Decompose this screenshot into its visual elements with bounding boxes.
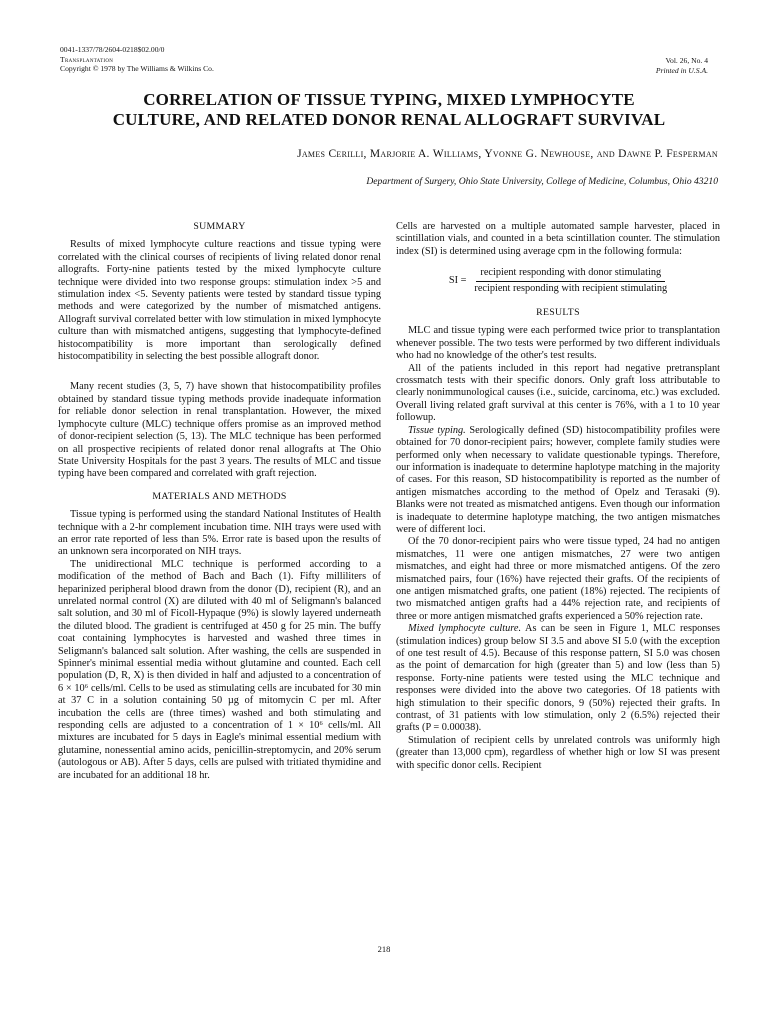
formula-lhs: SI =	[448, 274, 467, 286]
running-header-right	[656, 56, 708, 75]
formula-denominator: recipient responding with recipient stimulating	[474, 282, 668, 294]
tissue-typing-label: Tissue typing.	[408, 424, 466, 436]
summary-heading: SUMMARY	[193, 221, 246, 232]
results-paragraph-1: MLC and tissue typing were each performed twice prior to transplantation whenever possible. The two tests were performed by two different individuals who had no knowledge of the other's test results.	[396, 325, 720, 362]
copyright-line: Copyright © 1978 by The Williams & Wilkins Co.	[60, 64, 214, 74]
mlc-text: As can be seen in Figure 1, MLC responses (stimulation indices) group below SI 3.5 and above SI 5.0 (with the exception of one test result of 4.5). Because of this response pattern, SI 5.0 was chosen as the point of demarcation for high (greater than 5) and low (less than 5) response. Forty-nine patients were tested using the MLC technique and responses were divided into the above two categories. Of 18 patients with high stimulation to their specific donors, 9 (50%) rejected their grafts. In contrast, of 31 patients with low stimulation, only 2 (6.5%) rejected their grafts (P = 0.00038).	[396, 623, 721, 734]
tissue-typing-paragraph	[396, 425, 720, 537]
volume-issue: Vol. 26, No. 4	[665, 56, 708, 65]
formula-fraction	[474, 267, 667, 295]
harvest-paragraph: Cells are harvested on a multiple automated sample harvester, placed in scintillation vials, and counted in a beta scintillation counter. The stimulation index (SI) is determined using average cpm in the following formula:	[396, 221, 720, 257]
results-paragraph-4: Stimulation of recipient cells by unrelated controls was uniformly high (greater than 13,000 cpm), regardless of whether high or low SI was present with specific donor cells. Recipient	[396, 734, 720, 771]
mlc-label: Mixed lymphocyte culture.	[408, 623, 522, 635]
title-line-1: CORRELATION OF TISSUE TYPING, MIXED LYMPHOCYTE	[143, 90, 635, 109]
formula-numerator: recipient responding with donor stimulating	[476, 267, 665, 281]
printed-in: Printed in U.S.A.	[655, 65, 708, 75]
results-paragraph-2: All of the patients included in this report had negative pretransplant crossmatch tests with their specific donors. Only graft loss attributable to clearly nonimmunological causes (i.e., suicide, carcinoma, etc.) was excluded. Overall living related graft survival at this center is 76%, with a 1 to 10 year followup.	[396, 362, 720, 424]
page-number: 218	[377, 944, 391, 954]
summary-paragraph: Results of mixed lymphocyte culture reactions and tissue typing were correlated with the clinical courses of recipients of living related donor renal allografts. Forty-nine patients tested by the mixed lymphocyte culture technique were divided into two response groups: stimulation index >5 and stimulation index <5. Seventy patients were tested by standard tissue typing methods and were categorized by the number of mismatched antigens. Allograft survival correlated better with low stimulation in mixed lymphocyte culture than with mismatched antigens, suggesting that lymphocyte-defined histocompatibility is more important than serologically defined histocompatibility in selecting the best possible allograft donor.	[58, 239, 381, 363]
mlc-paragraph	[396, 623, 720, 735]
results-paragraph-3: Of the 70 donor-recipient pairs who were tissue typed, 24 had no antigen mismatches, 11 were one antigen mismatches, 27 were two antigen mismatches, and eight had three or more mismatched antigens. Of the zero mismatched pairs, four (16%) have rejected their grafts. Of the recipients of one antigen mismatched grafts, one patient (18%) rejected. The recipients of two mismatched antigen grafts had a 44% rejection rate, and recipients of three or more antigen mismatched grafts experienced a 50% rejection rate.	[396, 536, 720, 622]
intro-paragraph: Many recent studies (3, 5, 7) have shown that histocompatibility profiles obtained by standard tissue typing methods provide inadequate information for reliable donor selection in renal transplantation. However, the mixed lymphocyte culture (MLC) technique offers promise as an improved method of donor-recipient selection (5, 13). The MLC technique has been performed on all prospective recipients of related donor renal allografts at The Ohio State University Hospitals for the past 3 years. The results of MLC and tissue typing have been compared and correlated with graft rejection.	[58, 381, 381, 480]
title-line-2: CULTURE, AND RELATED DONOR RENAL ALLOGRAFT SURVIVAL	[112, 110, 666, 129]
running-header-left	[60, 45, 214, 74]
tissue-typing-text: Serologically defined (SD) histocompatibility profiles were obtained for 70 donor-recipient pairs; however, complete family studies were performed only when necessary to validate questionable typings. Therefore, our information is inadequate to determine haplotype matching in the majority of cases. For this reason, SD histocompatibility is reported as the number of antigen mismatches according to the method of Opelz and Terasaki (9). Blanks were not treated as mismatched antigens. Even though our information is inadequate to determine haplotype matching, the two antigen mismatches were of different loci.	[396, 424, 721, 535]
methods-paragraph-2: The unidirectional MLC technique is performed according to a modification of the method of Bach and Bach (1). Fifty milliliters of heparinized peripheral blood drawn from the donor (D), recipient (R), and an unrelated normal control (X) are diluted with 40 ml of Seligmann's balanced salt solution, and 30 ml of Ficoll-Hypaque (9%) is slowly layered underneath the diluted blood. The gradient is centrifuged at 450 g for 25 min. The buffy coat containing lymphocytes is harvested and washed three times in Seligmann's balanced salt solution. After washing, the cells are suspended in Spinner's minimal essential media without glutamine and counted. Each cell population (D, R, X) is then divided in half and adjusted to a concentration of 6 × 10⁶ cells/ml. Cells to be used as stimulating cells are incubated for 30 min at 37 C in a solution containing 50 µg of mitomycin C per ml. After incubation the cells are (three times) washed and both stimulating and responding cells are adjusted to a concentration of 1 × 10⁶ cells/ml. All mixtures are incubated for 5 days in Eagle's minimal essential medium with glutamine, nonessential amino acids, penicillin-streptomycin, and 20% serum (autologous or AB). After 5 days, cells are pulsed with tritiated thymidine and are incubated for an additional 18 hr.	[58, 558, 381, 781]
results-heading: RESULTS	[536, 307, 580, 319]
left-column	[58, 221, 381, 782]
author-list: James Cerilli, Marjorie A. Williams, Yvonne G. Newhouse, and Dawne P. Fesperman	[297, 148, 718, 160]
article-code: 0041-1337/78/2604-0218$02.00/0	[60, 45, 165, 54]
stimulation-index-formula	[396, 267, 720, 295]
methods-heading: MATERIALS AND METHODS	[152, 490, 287, 502]
right-column	[396, 221, 720, 772]
journal-name: Transplantation	[60, 54, 114, 64]
affiliation: Department of Surgery, Ohio State University, College of Medicine, Columbus, Ohio 43210	[366, 176, 718, 187]
methods-paragraph-1: Tissue typing is performed using the standard National Institutes of Health technique with a 2-hr complement incubation time. NIH trays were used with an error rate reported of less than 5%. Error rate is based upon the results of an unknown sera incorporated on NIH trays.	[58, 509, 381, 558]
article-title	[60, 90, 718, 130]
